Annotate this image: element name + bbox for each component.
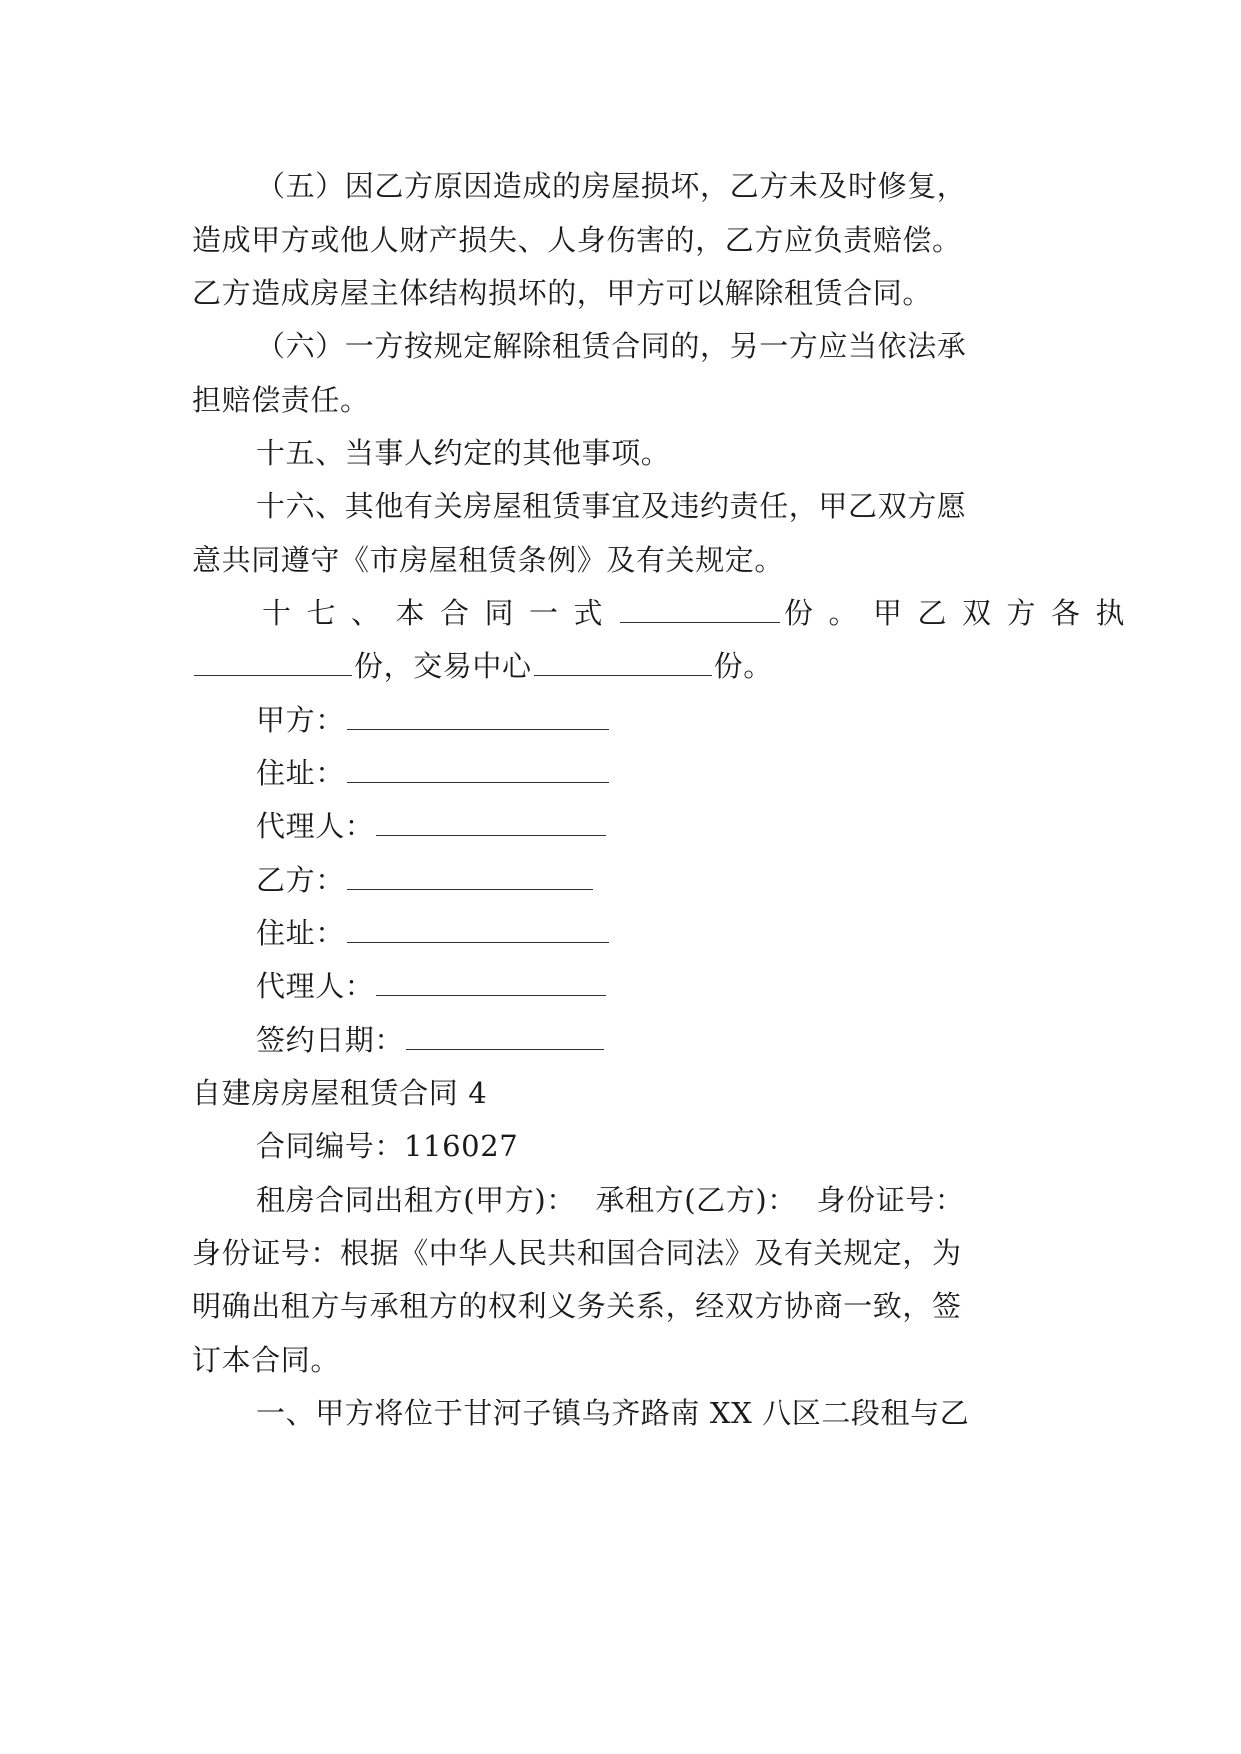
sign-address-a-blank <box>347 754 609 783</box>
article-17-text-d: 份。 <box>713 649 773 683</box>
clause-5-line-3: 乙方造成房屋主体结构损坏的，甲方可以解除租赁合同。 <box>192 276 933 310</box>
sign-date-label: 签约日期： <box>256 1023 405 1057</box>
clause-5-line-1: （五）因乙方原因造成的房屋损坏，乙方未及时修复， <box>256 169 967 203</box>
sign-party-b <box>256 860 595 900</box>
sign-party-b-label: 乙方： <box>256 863 345 897</box>
clause-6-line-2: 担赔偿责任。 <box>192 383 370 417</box>
sign-agent-b-label: 代理人： <box>256 969 375 1003</box>
intro-line-4: 订本合同。 <box>192 1343 341 1377</box>
intro-line-3: 明确出租方与承租方的权利义务关系，经双方协商一致，签 <box>192 1289 962 1323</box>
contract-number: 合同编号：116027 <box>256 1129 519 1163</box>
article-16-line-2: 意共同遵守《市房屋租赁条例》及有关规定。 <box>192 543 785 577</box>
article-15: 十五、当事人约定的其他事项。 <box>256 436 671 470</box>
sign-agent-a <box>256 806 608 846</box>
sign-address-b-blank <box>347 914 609 943</box>
article-17-text-b: 份。甲乙双方各执 <box>784 596 1141 630</box>
copies-each-blank <box>194 647 352 676</box>
intro-line-1: 租房合同出租方(甲方)： 承租方(乙方)： 身份证号： <box>256 1183 965 1217</box>
sign-date <box>256 1020 606 1060</box>
sign-party-a-blank <box>347 701 609 730</box>
sign-address-a-label: 住址： <box>256 756 345 790</box>
article-17-line-2 <box>192 646 773 686</box>
sign-address-b <box>256 913 611 953</box>
sign-date-blank <box>406 1021 604 1050</box>
sign-party-a-label: 甲方： <box>256 703 345 737</box>
sign-agent-a-blank <box>376 807 606 836</box>
article-17-text-a: 十七、本合同一式 <box>262 596 619 630</box>
sign-address-a <box>256 753 611 793</box>
copies-total-blank <box>620 594 780 623</box>
contract-4-title: 自建房房屋租赁合同 4 <box>192 1076 488 1110</box>
sign-party-b-blank <box>347 861 593 890</box>
article-17-line-1 <box>262 593 1140 633</box>
sign-agent-b <box>256 966 608 1006</box>
article-1-line-1: 一、甲方将位于甘河子镇乌齐路南 XX 八区二段租与乙 <box>256 1396 970 1430</box>
sign-agent-a-label: 代理人： <box>256 809 375 843</box>
clause-6-line-1: （六）一方按规定解除租赁合同的，另一方应当依法承 <box>256 329 967 363</box>
article-16-line-1: 十六、其他有关房屋租赁事宜及违约责任，甲乙双方愿 <box>256 489 967 523</box>
copies-center-blank <box>534 647 712 676</box>
article-17-text-c: 份，交易中心 <box>354 649 532 683</box>
clause-5-line-2: 造成甲方或他人财产损失、人身伤害的，乙方应负责赔偿。 <box>192 223 962 257</box>
sign-address-b-label: 住址： <box>256 916 345 950</box>
intro-line-2: 身份证号：根据《中华人民共和国合同法》及有关规定，为 <box>192 1236 962 1270</box>
sign-agent-b-blank <box>376 967 606 996</box>
sign-party-a <box>256 700 611 740</box>
